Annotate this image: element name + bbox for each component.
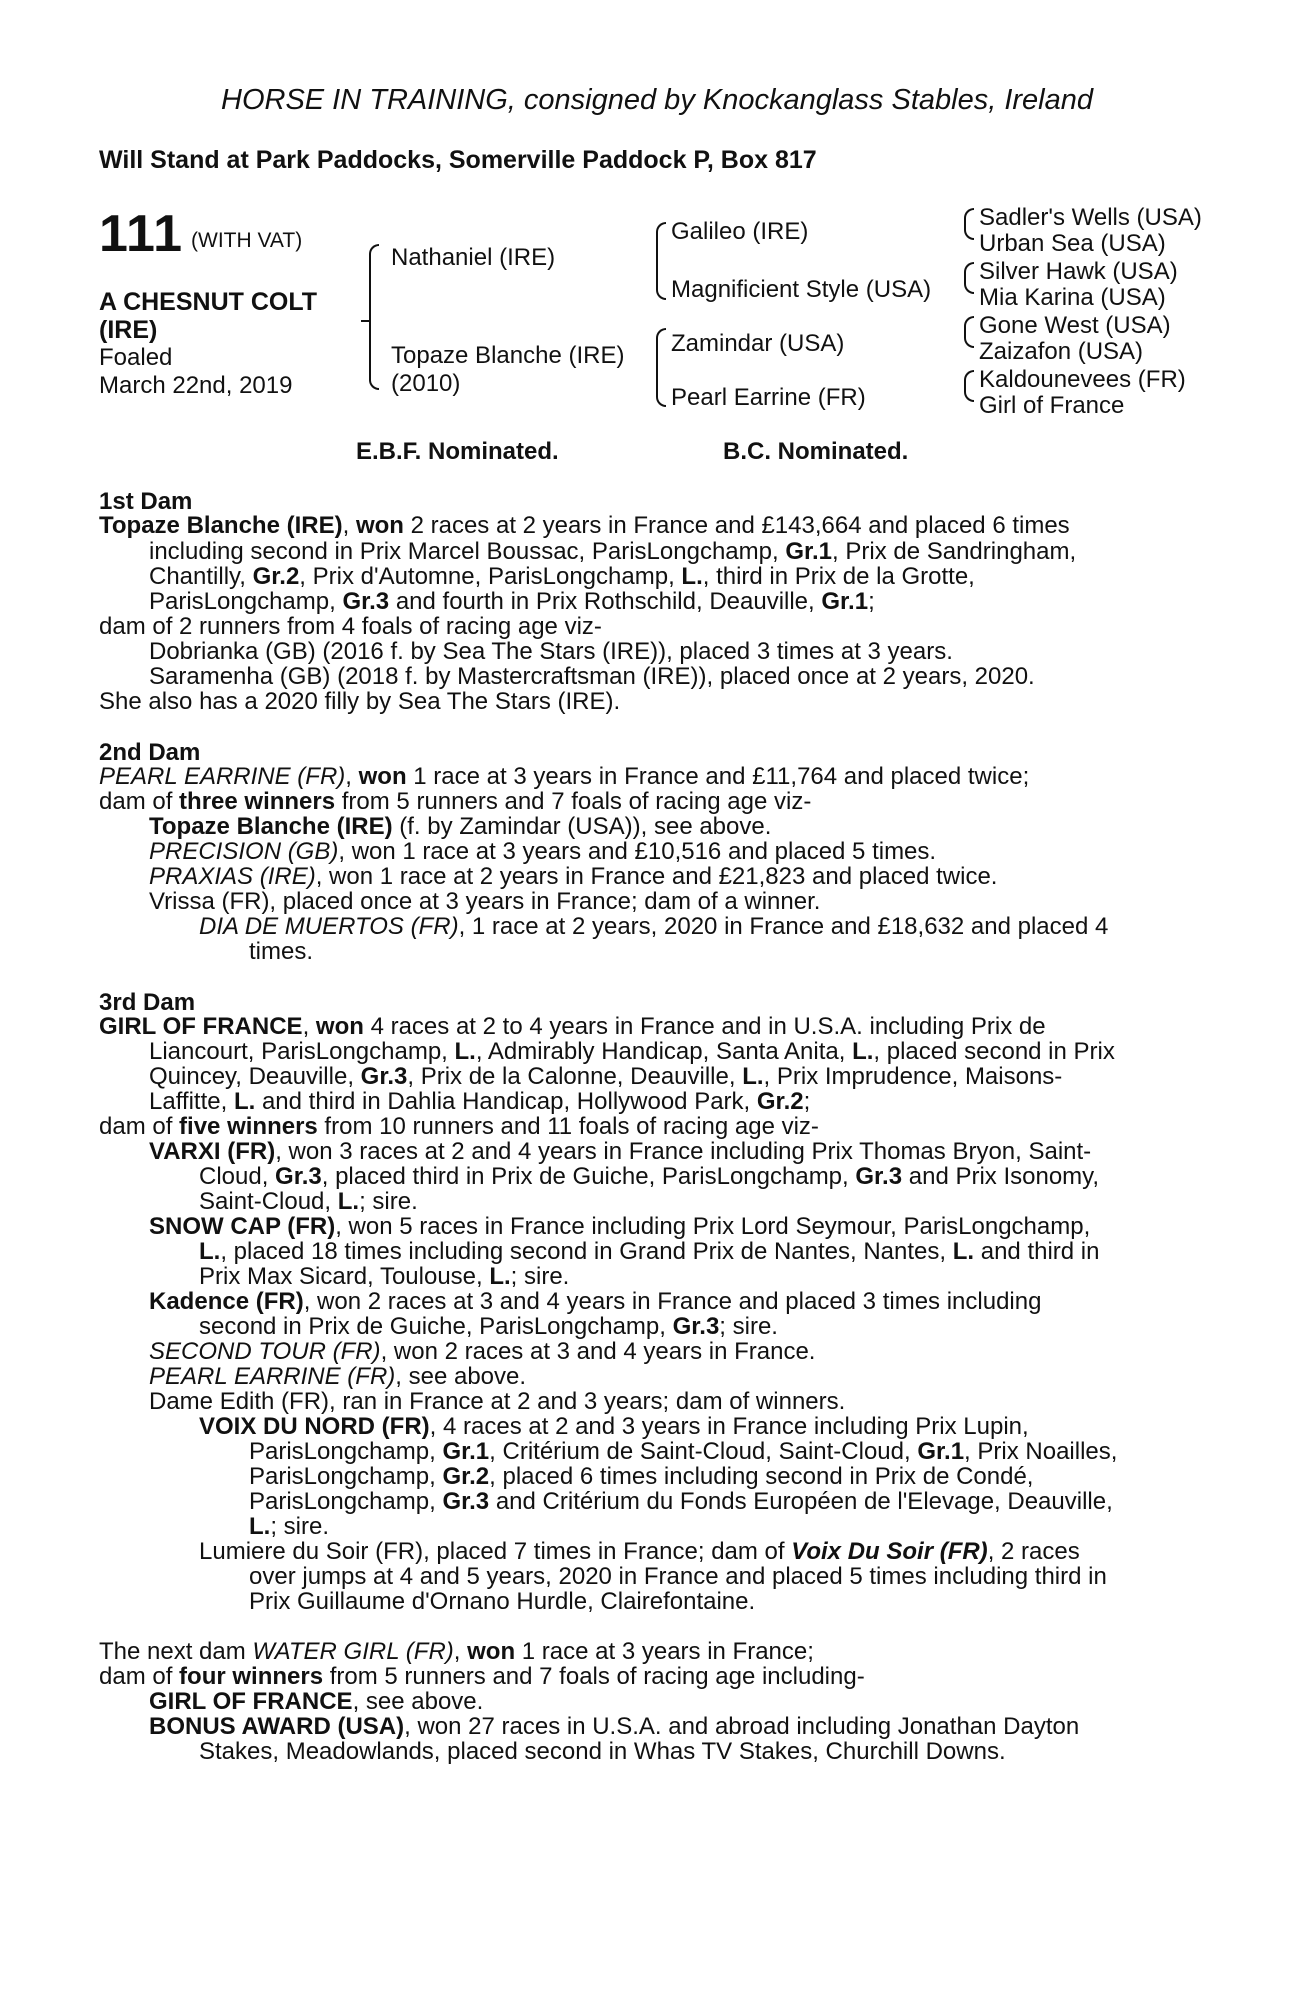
horse-name: Topaze Blanche (IRE) bbox=[99, 512, 343, 539]
next-dam-produce: Stakes, Meadowlands, placed second in Whas TV Stakes, Churchill Downs. bbox=[199, 1738, 1006, 1765]
pedigree-gen3-2: Urban Sea (USA) bbox=[979, 230, 1166, 257]
first-dam-produce: Dobrianka (GB) (2016 f. by Sea The Stars (IRE)), placed 3 times at 3 years. bbox=[149, 638, 953, 665]
horse-name: GIRL OF FRANCE bbox=[99, 1013, 303, 1040]
third-dam-line: GIRL OF FRANCE, won 4 races at 2 to 4 years in France and in U.S.A. including Prix de bbox=[99, 1013, 1046, 1040]
pedigree-brace bbox=[656, 256, 666, 300]
third-dam-produce: second in Prix de Guiche, ParisLongchamp, Gr.3; sire. bbox=[199, 1313, 778, 1340]
pedigree-brace bbox=[656, 363, 666, 407]
first-dam-line: including second in Prix Marcel Boussac, ParisLongchamp, Gr.1, Prix de Sandringham, bbox=[149, 538, 1077, 565]
second-dam-produce: PRAXIAS (IRE), won 1 race at 2 years in France and £21,823 and placed twice. bbox=[149, 863, 998, 890]
pedigree-gen3-3: Silver Hawk (USA) bbox=[979, 258, 1178, 285]
second-dam-line: PEARL EARRINE (FR), won 1 race at 3 years in France and £11,764 and placed twice; bbox=[99, 763, 1030, 790]
pedigree-dam-dam: Pearl Earrine (FR) bbox=[671, 384, 866, 411]
next-dam-produce: GIRL OF FRANCE, see above. bbox=[149, 1688, 484, 1715]
first-dam-line: Topaze Blanche (IRE), won 2 races at 2 years in France and £143,664 and placed 6 times bbox=[99, 512, 1070, 539]
third-dam-produce: L., placed 18 times including second in Grand Prix de Nantes, Nantes, L. and third in bbox=[199, 1238, 1100, 1265]
pedigree-brace bbox=[964, 222, 974, 240]
bc-nomination: B.C. Nominated. bbox=[723, 438, 909, 465]
first-dam-line: ParisLongchamp, Gr.3 and fourth in Prix Rothschild, Deauville, Gr.1; bbox=[149, 588, 875, 615]
pedigree-gen3-4: Mia Karina (USA) bbox=[979, 284, 1166, 311]
second-dam-heading: 2nd Dam bbox=[99, 739, 201, 766]
third-dam-grandproduce: ParisLongchamp, Gr.3 and Critérium du Fonds Européen de l'Elevage, Deauville, bbox=[249, 1488, 1113, 1515]
pedigree-brace bbox=[656, 222, 666, 258]
pedigree-dam-year: (2010) bbox=[391, 370, 461, 397]
first-dam-produce: Saramenha (GB) (2018 f. by Mastercraftsman (IRE)), placed once at 2 years, 2020. bbox=[149, 663, 1035, 690]
first-dam-note: She also has a 2020 filly by Sea The Stars (IRE). bbox=[99, 688, 621, 715]
pedigree-gen3-8: Girl of France bbox=[979, 392, 1125, 419]
pedigree-dam: Topaze Blanche (IRE) bbox=[391, 342, 625, 369]
third-dam-produce: Cloud, Gr.3, placed third in Prix de Guiche, ParisLongchamp, Gr.3 and Prix Isonomy, bbox=[199, 1163, 1100, 1190]
third-dam-line: Laffitte, L. and third in Dahlia Handicap, Hollywood Park, Gr.2; bbox=[149, 1088, 811, 1115]
ebf-nomination: E.B.F. Nominated. bbox=[356, 438, 559, 465]
first-dam-line: dam of 2 runners from 4 foals of racing age viz- bbox=[99, 613, 602, 640]
third-dam-grandproduce: Prix Guillaume d'Ornano Hurdle, Clairefontaine. bbox=[249, 1588, 756, 1615]
next-dam-line: dam of four winners from 5 runners and 7 foals of racing age including- bbox=[99, 1663, 865, 1690]
pedigree-brace bbox=[964, 276, 974, 294]
second-dam-produce: Vrissa (FR), placed once at 3 years in France; dam of a winner. bbox=[149, 888, 821, 915]
second-dam-grandproduce: times. bbox=[249, 938, 314, 965]
third-dam-produce: Dame Edith (FR), ran in France at 2 and 3 years; dam of winners. bbox=[149, 1388, 846, 1415]
pedigree-brace-tick bbox=[361, 320, 369, 322]
pedigree-sire: Nathaniel (IRE) bbox=[391, 244, 556, 271]
pedigree-gen3-7: Kaldounevees (FR) bbox=[979, 366, 1186, 393]
third-dam-grandproduce: Lumiere du Soir (FR), placed 7 times in France; dam of Voix Du Soir (FR), 2 races bbox=[199, 1538, 1080, 1565]
foaled-date: March 22nd, 2019 bbox=[99, 372, 293, 399]
stand-location: Will Stand at Park Paddocks, Somerville Paddock P, Box 817 bbox=[99, 146, 817, 174]
pedigree-brace bbox=[369, 244, 379, 322]
third-dam-grandproduce: ParisLongchamp, Gr.1, Critérium de Saint-Cloud, Saint-Cloud, Gr.1, Prix Noailles, bbox=[249, 1438, 1118, 1465]
pedigree-brace bbox=[964, 384, 974, 402]
next-dam-line: The next dam WATER GIRL (FR), won 1 race at 3 years in France; bbox=[99, 1638, 814, 1665]
third-dam-produce: Saint-Cloud, L.; sire. bbox=[199, 1188, 418, 1215]
third-dam-line: Quincey, Deauville, Gr.3, Prix de la Calonne, Deauville, L., Prix Imprudence, Maisons- bbox=[149, 1063, 1063, 1090]
third-dam-produce: PEARL EARRINE (FR), see above. bbox=[149, 1363, 527, 1390]
first-dam-line: Chantilly, Gr.2, Prix d'Automne, ParisLongchamp, L., third in Prix de la Grotte, bbox=[149, 563, 975, 590]
pedigree-brace bbox=[369, 320, 379, 390]
first-dam-heading: 1st Dam bbox=[99, 488, 193, 515]
horse-name: PEARL EARRINE (FR) bbox=[99, 763, 346, 790]
vat-note: (WITH VAT) bbox=[191, 229, 303, 252]
pedigree-dam-sire: Zamindar (USA) bbox=[671, 330, 845, 357]
lot-breeding-country: (IRE) bbox=[99, 316, 158, 344]
lot-number: 111 bbox=[99, 205, 184, 263]
pedigree-gen3-1: Sadler's Wells (USA) bbox=[979, 204, 1202, 231]
third-dam-grandproduce: ParisLongchamp, Gr.2, placed 6 times including second in Prix de Condé, bbox=[249, 1463, 1034, 1490]
foaled-label: Foaled bbox=[99, 344, 173, 371]
third-dam-heading: 3rd Dam bbox=[99, 989, 196, 1016]
pedigree-brace bbox=[964, 330, 974, 348]
lot-description: A CHESNUT COLT bbox=[99, 288, 318, 316]
pedigree-sire-dam: Magnificient Style (USA) bbox=[671, 276, 932, 303]
pedigree-sire-sire: Galileo (IRE) bbox=[671, 218, 809, 245]
second-dam-line: dam of three winners from 5 runners and 7 foals of racing age viz- bbox=[99, 788, 812, 815]
pedigree-gen3-6: Zaizafon (USA) bbox=[979, 338, 1144, 365]
next-dam-produce: BONUS AWARD (USA), won 27 races in U.S.A. and abroad including Jonathan Dayton bbox=[149, 1713, 1080, 1740]
catalogue-header: HORSE IN TRAINING, consigned by Knockanglass Stables, Ireland bbox=[221, 84, 1093, 116]
third-dam-line: dam of five winners from 10 runners and 11 foals of racing age viz- bbox=[99, 1113, 819, 1140]
third-dam-grandproduce: VOIX DU NORD (FR), 4 races at 2 and 3 years in France including Prix Lupin, bbox=[199, 1413, 1029, 1440]
pedigree-gen3-5: Gone West (USA) bbox=[979, 312, 1171, 339]
third-dam-produce: Prix Max Sicard, Toulouse, L.; sire. bbox=[199, 1263, 570, 1290]
third-dam-grandproduce: L.; sire. bbox=[249, 1513, 330, 1540]
third-dam-produce: Kadence (FR), won 2 races at 3 and 4 years in France and placed 3 times including bbox=[149, 1288, 1042, 1315]
third-dam-grandproduce: over jumps at 4 and 5 years, 2020 in France and placed 5 times including third in bbox=[249, 1563, 1107, 1590]
third-dam-produce: VARXI (FR), won 3 races at 2 and 4 years in France including Prix Thomas Bryon, Saint- bbox=[149, 1138, 1092, 1165]
third-dam-line: Liancourt, ParisLongchamp, L., Admirably Handicap, Santa Anita, L., placed second in Prix bbox=[149, 1038, 1115, 1065]
second-dam-produce: PRECISION (GB), won 1 race at 3 years and £10,516 and placed 5 times. bbox=[149, 838, 937, 865]
third-dam-produce: SECOND TOUR (FR), won 2 races at 3 and 4 years in France. bbox=[149, 1338, 816, 1365]
second-dam-produce: Topaze Blanche (IRE) (f. by Zamindar (USA)), see above. bbox=[149, 813, 772, 840]
pedigree-brace bbox=[656, 328, 666, 365]
second-dam-grandproduce: DIA DE MUERTOS (FR), 1 race at 2 years, 2020 in France and £18,632 and placed 4 bbox=[199, 913, 1109, 940]
third-dam-produce: SNOW CAP (FR), won 5 races in France including Prix Lord Seymour, ParisLongchamp, bbox=[149, 1213, 1091, 1240]
